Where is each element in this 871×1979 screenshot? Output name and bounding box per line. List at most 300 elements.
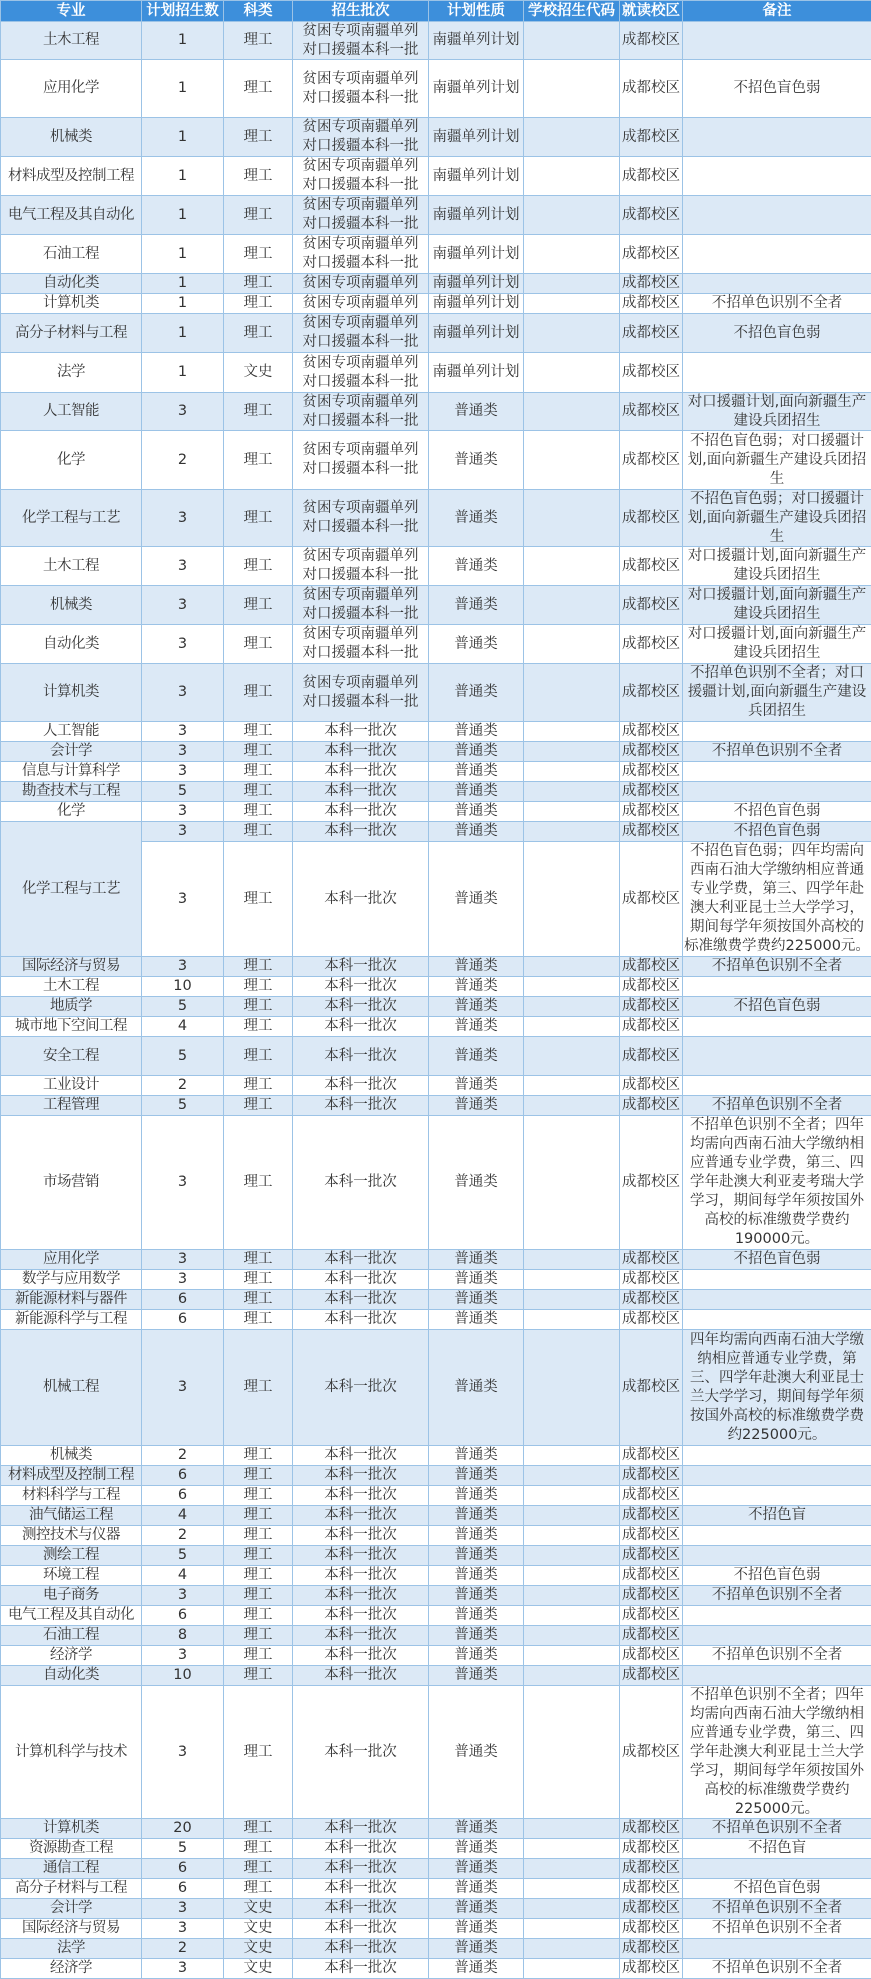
cell-major (1, 314, 142, 353)
table-row (1, 314, 871, 353)
campus-text: 成都校区 (620, 1037, 682, 1075)
cell-remarks (683, 802, 871, 822)
major-text: 人工智能 (1, 393, 141, 430)
cell-plan-count (142, 490, 224, 547)
cell-plan-count (142, 60, 224, 118)
remarks-text (683, 1859, 871, 1878)
cell-plan-count (142, 235, 224, 274)
cell-subject-category (224, 822, 293, 842)
cell-admission-batch (293, 625, 429, 664)
school-code-text (524, 1250, 619, 1269)
cell-remarks (683, 314, 871, 353)
cell-plan-type (429, 1250, 524, 1270)
admission-batch-text: 本科一批次 (293, 1310, 428, 1329)
column-header-school-code: 学校招生代码 (524, 1, 620, 22)
campus-text: 成都校区 (620, 294, 682, 313)
cell-plan-count (142, 1819, 224, 1839)
subject-category-text: 文史 (224, 1939, 292, 1958)
cell-campus (620, 1879, 683, 1899)
plan-type-text: 普通类 (429, 490, 523, 546)
table-row (1, 1879, 871, 1899)
campus-text: 成都校区 (620, 1116, 682, 1249)
cell-major (1, 1270, 142, 1290)
campus-text: 成都校区 (620, 802, 682, 821)
cell-plan-count (142, 294, 224, 314)
campus-text: 成都校区 (620, 235, 682, 273)
cell-plan-type (429, 1919, 524, 1939)
cell-remarks (683, 1959, 871, 1979)
cell-school-code (524, 118, 620, 157)
table-row (1, 1037, 871, 1076)
table-row (1, 1959, 871, 1979)
plan-count-text: 5 (142, 1096, 223, 1115)
plan-type-text: 普通类 (429, 1037, 523, 1075)
subject-category-text: 文史 (224, 1919, 292, 1938)
cell-plan-type (429, 274, 524, 294)
cell-school-code (524, 1076, 620, 1096)
plan-count-text: 10 (142, 1666, 223, 1685)
major-text: 土木工程 (1, 547, 141, 585)
plan-count-text: 3 (142, 802, 223, 821)
cell-major (1, 118, 142, 157)
school-code-text (524, 157, 619, 195)
subject-category-text: 理工 (224, 1116, 292, 1249)
admission-batch-text: 本科一批次 (293, 1879, 428, 1898)
cell-remarks (683, 118, 871, 157)
cell-school-code (524, 274, 620, 294)
cell-major (1, 1859, 142, 1879)
campus-text: 成都校区 (620, 314, 682, 352)
school-code-text (524, 1959, 619, 1978)
major-text: 计算机类 (1, 664, 141, 721)
column-header-remarks: 备注 (683, 1, 871, 22)
cell-major (1, 1586, 142, 1606)
cell-school-code (524, 1270, 620, 1290)
cell-campus (620, 1037, 683, 1076)
cell-major (1, 977, 142, 997)
cell-campus (620, 393, 683, 431)
admission-batch-text: 本科一批次 (293, 1017, 428, 1036)
cell-admission-batch (293, 1037, 429, 1076)
remarks-text: 不招单色识别不全者 (683, 294, 871, 313)
school-code-text (524, 294, 619, 313)
admission-batch-text: 贫困专项南疆单列 (293, 274, 428, 293)
school-code-text (524, 1017, 619, 1036)
cell-admission-batch (293, 1839, 429, 1859)
cell-plan-type (429, 1446, 524, 1466)
plan-type-text: 南疆单列计划 (429, 235, 523, 273)
remarks-text: 不招色盲色弱 (683, 1566, 871, 1585)
cell-plan-count (142, 1076, 224, 1096)
cell-major (1, 997, 142, 1017)
campus-text: 成都校区 (620, 1290, 682, 1309)
cell-plan-type (429, 22, 524, 60)
cell-campus (620, 1466, 683, 1486)
remarks-text: 不招单色识别不全者 (683, 1646, 871, 1665)
table-row (1, 742, 871, 762)
plan-type-text: 普通类 (429, 957, 523, 976)
admission-batch-text: 本科一批次 (293, 1486, 428, 1505)
plan-count-text: 6 (142, 1310, 223, 1329)
subject-category-text: 理工 (224, 393, 292, 430)
subject-category-text: 理工 (224, 1290, 292, 1309)
campus-text: 成都校区 (620, 1446, 682, 1465)
plan-count-text: 3 (142, 625, 223, 663)
school-code-text (524, 957, 619, 976)
plan-type-text: 普通类 (429, 1899, 523, 1918)
campus-text: 成都校区 (620, 977, 682, 996)
table-row (1, 294, 871, 314)
remarks-text (683, 1626, 871, 1645)
plan-type-text: 南疆单列计划 (429, 118, 523, 156)
plan-count-text: 4 (142, 1566, 223, 1585)
major-text: 地质学 (1, 997, 141, 1016)
cell-major (1, 235, 142, 274)
cell-subject-category (224, 1096, 293, 1116)
cell-school-code (524, 393, 620, 431)
cell-subject-category (224, 782, 293, 802)
cell-remarks (683, 157, 871, 196)
major-text: 人工智能 (1, 722, 141, 741)
admission-batch-text: 本科一批次 (293, 1076, 428, 1095)
cell-remarks (683, 1506, 871, 1526)
remarks-text: 不招色盲色弱 (683, 997, 871, 1016)
plan-count-text: 5 (142, 1037, 223, 1075)
remarks-text: 不招色盲 (683, 1506, 871, 1525)
school-code-text (524, 1646, 619, 1665)
cell-plan-count (142, 547, 224, 586)
cell-plan-type (429, 1899, 524, 1919)
table-row (1, 997, 871, 1017)
school-code-text (524, 196, 619, 234)
cell-plan-type (429, 1819, 524, 1839)
major-text: 会计学 (1, 1899, 141, 1918)
major-text: 自动化类 (1, 1666, 141, 1685)
plan-type-text: 普通类 (429, 802, 523, 821)
cell-school-code (524, 1879, 620, 1899)
cell-campus (620, 431, 683, 490)
cell-plan-type (429, 1017, 524, 1037)
campus-text: 成都校区 (620, 1076, 682, 1095)
cell-major (1, 157, 142, 196)
cell-plan-count (142, 1839, 224, 1859)
cell-plan-type (429, 1486, 524, 1506)
cell-school-code (524, 586, 620, 625)
major-text: 城市地下空间工程 (1, 1017, 141, 1036)
plan-type-text: 普通类 (429, 1919, 523, 1938)
cell-subject-category (224, 1486, 293, 1506)
plan-count-text: 3 (142, 842, 223, 956)
subject-category-text: 理工 (224, 157, 292, 195)
major-text: 计算机科学与技术 (1, 1686, 141, 1818)
subject-category-text: 理工 (224, 1037, 292, 1075)
remarks-text (683, 722, 871, 741)
cell-plan-type (429, 235, 524, 274)
cell-subject-category (224, 1546, 293, 1566)
major-text: 化学工程与工艺 (1, 490, 141, 546)
cell-remarks (683, 1017, 871, 1037)
plan-type-text: 普通类 (429, 1819, 523, 1838)
subject-category-text: 理工 (224, 314, 292, 352)
cell-plan-count (142, 1939, 224, 1959)
cell-campus (620, 722, 683, 742)
admission-batch-text: 本科一批次 (293, 842, 428, 956)
cell-campus (620, 762, 683, 782)
plan-type-text: 普通类 (429, 1606, 523, 1625)
cell-remarks (683, 490, 871, 547)
cell-remarks (683, 1526, 871, 1546)
cell-major (1, 1606, 142, 1626)
cell-remarks (683, 1606, 871, 1626)
plan-type-text: 普通类 (429, 664, 523, 721)
cell-plan-count (142, 314, 224, 353)
cell-school-code (524, 782, 620, 802)
admission-batch-text: 贫困专项南疆单列 对口援疆本科一批 (293, 625, 428, 663)
campus-text: 成都校区 (620, 1899, 682, 1918)
plan-type-text: 普通类 (429, 782, 523, 801)
campus-text: 成都校区 (620, 1839, 682, 1858)
admission-batch-text: 贫困专项南疆单列 对口援疆本科一批 (293, 490, 428, 546)
campus-text: 成都校区 (620, 1586, 682, 1605)
cell-plan-type (429, 625, 524, 664)
major-text: 环境工程 (1, 1566, 141, 1585)
cell-subject-category (224, 802, 293, 822)
cell-plan-type (429, 1290, 524, 1310)
admission-batch-text: 贫困专项南疆单列 对口援疆本科一批 (293, 664, 428, 721)
plan-count-text: 1 (142, 22, 223, 59)
cell-major (1, 547, 142, 586)
cell-school-code (524, 1116, 620, 1250)
cell-admission-batch (293, 22, 429, 60)
plan-count-text: 6 (142, 1879, 223, 1898)
cell-plan-count (142, 1686, 224, 1819)
school-code-text (524, 1566, 619, 1585)
plan-count-text: 3 (142, 1686, 223, 1818)
cell-remarks (683, 1330, 871, 1446)
cell-remarks (683, 664, 871, 722)
cell-subject-category (224, 1859, 293, 1879)
major-text: 会计学 (1, 742, 141, 761)
cell-admission-batch (293, 1879, 429, 1899)
school-code-text (524, 490, 619, 546)
campus-text: 成都校区 (620, 1250, 682, 1269)
major-text: 计算机类 (1, 294, 141, 313)
cell-subject-category (224, 586, 293, 625)
remarks-text (683, 1290, 871, 1309)
plan-type-text: 普通类 (429, 1566, 523, 1585)
table-row (1, 1939, 871, 1959)
subject-category-text: 理工 (224, 977, 292, 996)
cell-subject-category (224, 274, 293, 294)
major-text: 工业设计 (1, 1076, 141, 1095)
major-text: 自动化类 (1, 274, 141, 293)
major-text: 应用化学 (1, 1250, 141, 1269)
cell-campus (620, 235, 683, 274)
table-row (1, 1646, 871, 1666)
cell-plan-type (429, 1546, 524, 1566)
cell-subject-category (224, 1586, 293, 1606)
admission-batch-text: 本科一批次 (293, 782, 428, 801)
cell-remarks (683, 1250, 871, 1270)
cell-campus (620, 118, 683, 157)
plan-count-text: 8 (142, 1626, 223, 1645)
cell-campus (620, 1546, 683, 1566)
cell-major (1, 1646, 142, 1666)
cell-school-code (524, 1666, 620, 1686)
admission-batch-text: 贫困专项南疆单列 对口援疆本科一批 (293, 22, 428, 59)
cell-remarks (683, 60, 871, 118)
table-row (1, 157, 871, 196)
cell-subject-category (224, 1310, 293, 1330)
cell-admission-batch (293, 782, 429, 802)
table-row (1, 235, 871, 274)
cell-major (1, 1879, 142, 1899)
plan-count-text: 2 (142, 1446, 223, 1465)
plan-type-text: 普通类 (429, 997, 523, 1016)
school-code-text (524, 1486, 619, 1505)
campus-text: 成都校区 (620, 762, 682, 781)
table-row (1, 1310, 871, 1330)
cell-admission-batch (293, 1310, 429, 1330)
cell-plan-type (429, 822, 524, 842)
campus-text: 成都校区 (620, 1686, 682, 1818)
cell-plan-type (429, 1959, 524, 1979)
cell-campus (620, 1330, 683, 1446)
cell-admission-batch (293, 1646, 429, 1666)
cell-remarks (683, 1899, 871, 1919)
cell-major (1, 1037, 142, 1076)
plan-type-text: 普通类 (429, 977, 523, 996)
cell-subject-category (224, 977, 293, 997)
cell-school-code (524, 802, 620, 822)
major-text: 数学与应用数学 (1, 1270, 141, 1289)
school-code-text (524, 782, 619, 801)
major-text: 应用化学 (1, 60, 141, 117)
cell-plan-count (142, 1466, 224, 1486)
subject-category-text: 理工 (224, 1859, 292, 1878)
subject-category-text: 理工 (224, 822, 292, 841)
cell-subject-category (224, 742, 293, 762)
cell-subject-category (224, 1250, 293, 1270)
cell-school-code (524, 353, 620, 393)
campus-text: 成都校区 (620, 1546, 682, 1565)
cell-subject-category (224, 664, 293, 722)
table-body (1, 22, 871, 1979)
subject-category-text: 理工 (224, 1586, 292, 1605)
campus-text: 成都校区 (620, 1017, 682, 1036)
cell-plan-type (429, 1626, 524, 1646)
cell-remarks (683, 977, 871, 997)
table-row (1, 1270, 871, 1290)
school-code-text (524, 1586, 619, 1605)
subject-category-text: 理工 (224, 1506, 292, 1525)
cell-campus (620, 1017, 683, 1037)
remarks-text (683, 1939, 871, 1958)
major-text: 经济学 (1, 1646, 141, 1665)
cell-campus (620, 547, 683, 586)
admission-batch-text: 贫困专项南疆单列 对口援疆本科一批 (293, 196, 428, 234)
plan-count-text: 3 (142, 664, 223, 721)
subject-category-text: 理工 (224, 586, 292, 624)
cell-admission-batch (293, 1116, 429, 1250)
cell-subject-category (224, 431, 293, 490)
subject-category-text: 理工 (224, 1646, 292, 1665)
remarks-text (683, 196, 871, 234)
campus-text: 成都校区 (620, 742, 682, 761)
plan-count-text: 3 (142, 1586, 223, 1605)
major-text: 勘查技术与工程 (1, 782, 141, 801)
cell-major (1, 1506, 142, 1526)
cell-subject-category (224, 1626, 293, 1646)
major-text: 电气工程及其自动化 (1, 1606, 141, 1625)
plan-count-text: 10 (142, 977, 223, 996)
subject-category-text: 理工 (224, 1270, 292, 1289)
cell-plan-count (142, 1879, 224, 1899)
subject-category-text: 理工 (224, 1839, 292, 1858)
cell-school-code (524, 490, 620, 547)
subject-category-text: 理工 (224, 1819, 292, 1838)
cell-admission-batch (293, 1939, 429, 1959)
cell-remarks (683, 1919, 871, 1939)
major-text: 安全工程 (1, 1037, 141, 1075)
cell-plan-count (142, 1606, 224, 1626)
plan-count-text: 1 (142, 196, 223, 234)
major-text: 测绘工程 (1, 1546, 141, 1565)
plan-count-text: 5 (142, 1839, 223, 1858)
cell-major (1, 957, 142, 977)
table-row (1, 274, 871, 294)
cell-admission-batch (293, 196, 429, 235)
admission-batch-text: 本科一批次 (293, 1566, 428, 1585)
plan-count-text: 3 (142, 762, 223, 781)
admission-batch-text: 本科一批次 (293, 1526, 428, 1545)
cell-plan-count (142, 742, 224, 762)
campus-text: 成都校区 (620, 997, 682, 1016)
major-text: 自动化类 (1, 625, 141, 663)
cell-major (1, 1626, 142, 1646)
plan-count-text: 20 (142, 1819, 223, 1838)
cell-plan-type (429, 118, 524, 157)
cell-remarks (683, 762, 871, 782)
cell-subject-category (224, 625, 293, 664)
plan-count-text: 3 (142, 490, 223, 546)
plan-count-text: 6 (142, 1466, 223, 1485)
cell-admission-batch (293, 664, 429, 722)
table-row (1, 1076, 871, 1096)
admission-batch-text: 本科一批次 (293, 1626, 428, 1645)
plan-type-text: 普通类 (429, 1096, 523, 1115)
cell-subject-category (224, 1466, 293, 1486)
cell-plan-type (429, 1506, 524, 1526)
major-text: 高分子材料与工程 (1, 314, 141, 352)
cell-major (1, 1566, 142, 1586)
admission-batch-text: 本科一批次 (293, 1330, 428, 1445)
school-code-text (524, 1526, 619, 1545)
remarks-text: 不招单色识别不全者 (683, 1959, 871, 1978)
plan-count-text: 3 (142, 547, 223, 585)
cell-plan-count (142, 842, 224, 957)
cell-campus (620, 1250, 683, 1270)
cell-campus (620, 294, 683, 314)
cell-plan-type (429, 1310, 524, 1330)
plan-count-text: 6 (142, 1606, 223, 1625)
cell-plan-type (429, 1076, 524, 1096)
remarks-text (683, 118, 871, 156)
cell-school-code (524, 1859, 620, 1879)
cell-plan-count (142, 957, 224, 977)
school-code-text (524, 1686, 619, 1818)
remarks-text (683, 22, 871, 59)
